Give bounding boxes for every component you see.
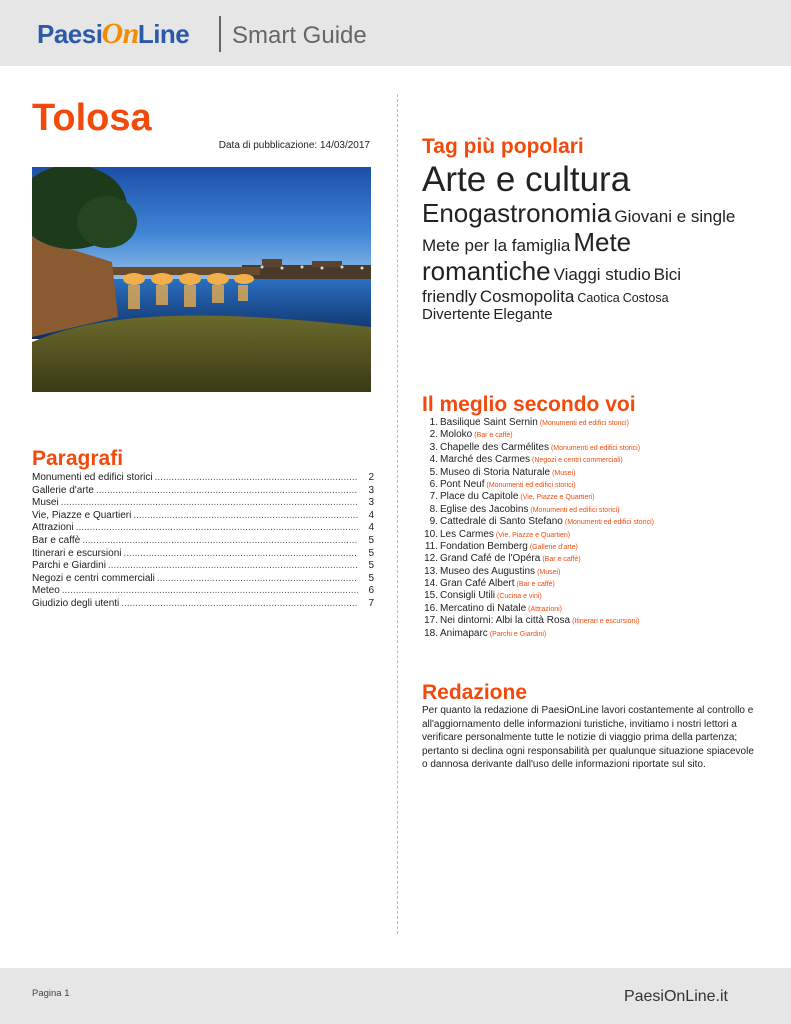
best-title: Il meglio secondo voi	[422, 393, 636, 416]
column-divider	[397, 94, 398, 934]
tag-link[interactable]: Giovani e single	[614, 207, 736, 227]
tag-link[interactable]: Enogastronomia	[422, 198, 612, 229]
best-category: (Itinerari e escursioni)	[572, 618, 640, 626]
toc-leader	[155, 472, 358, 485]
page-number: Pagina 1	[32, 988, 70, 999]
best-name: Grand Café de l'Opéra	[440, 553, 541, 565]
best-category: (Monumenti ed edifici storici)	[486, 481, 576, 489]
best-name: Cattedrale di Santo Stefano	[440, 516, 563, 528]
best-name: Place du Capitole	[440, 491, 519, 503]
toc-item[interactable]	[32, 497, 374, 510]
toc-item[interactable]	[32, 485, 374, 498]
toc-leader	[108, 560, 358, 573]
best-num: 9.	[429, 516, 438, 528]
best-item[interactable]	[422, 615, 782, 627]
paragrafi-list	[32, 472, 374, 611]
best-name: Nei dintorni: Albi la città Rosa	[440, 615, 571, 627]
redazione-text: Per quanto la redazione di PaesiOnLine lavori costantemente al controllo e all'aggiornamento delle informazioni turistiche, invitiamo i nostri lettori a verificare personalmente tutte le notizie di viaggio prima della partenza; pertanto si declina ogni responsabilità per qualunque situazione spiacevole o dannosa derivante dall'uso delle informazioni riportate sul sito.	[422, 705, 754, 770]
toc-page: 3	[368, 484, 374, 496]
best-item[interactable]	[422, 578, 782, 590]
tag-cloud	[422, 160, 767, 324]
toc-page: 5	[368, 560, 374, 572]
toc-leader	[157, 573, 358, 586]
tag-link[interactable]: Mete romantiche	[422, 227, 632, 287]
best-name: Marché des Carmes	[440, 454, 531, 466]
toc-label: Musei	[32, 497, 59, 509]
city-photo	[32, 167, 371, 392]
best-category: (Bar e caffè)	[542, 556, 581, 564]
toc-label: Vie, Piazze e Quartieri	[32, 509, 132, 521]
toc-label: Gallerie d'arte	[32, 484, 94, 496]
best-name: Animaparc	[440, 627, 488, 639]
paesionline-logo[interactable]	[37, 17, 189, 51]
best-num: 13.	[424, 565, 438, 577]
best-name: Pont Neuf	[440, 478, 485, 490]
toc-item[interactable]	[32, 573, 374, 586]
best-category: (Vie, Piazze e Quartieri)	[520, 494, 595, 502]
toc-item[interactable]	[32, 548, 374, 561]
city-title: Tolosa	[32, 97, 152, 139]
best-num: 3.	[429, 441, 438, 453]
best-category: (Cucina e vini)	[497, 593, 542, 601]
toc-label: Bar e caffè	[32, 534, 81, 546]
toc-item[interactable]	[32, 598, 374, 611]
paragrafi-title: Paragrafi	[32, 447, 124, 470]
best-item[interactable]	[422, 467, 782, 479]
toc-item[interactable]	[32, 560, 374, 573]
logo-separator	[219, 16, 221, 52]
best-num: 12.	[424, 553, 438, 565]
toc-item[interactable]	[32, 585, 374, 598]
toc-leader	[76, 522, 358, 535]
best-name: Consigli Utili	[440, 590, 496, 602]
logo-paesi: Paesi	[37, 18, 103, 49]
tag-link[interactable]: Caotica	[577, 290, 620, 305]
best-name: Eglise des Jacobins	[440, 503, 529, 515]
page-footer	[0, 968, 791, 1024]
best-num: 15.	[424, 590, 438, 602]
toc-item[interactable]	[32, 510, 374, 523]
best-category: (Bar e caffè)	[516, 581, 555, 589]
toc-leader	[61, 497, 358, 510]
city-photo-image	[32, 167, 371, 392]
best-item[interactable]	[422, 566, 782, 578]
toc-leader	[121, 598, 358, 611]
toc-leader	[82, 535, 358, 548]
tag-link[interactable]: Arte e cultura	[422, 160, 631, 199]
toc-page: 3	[368, 497, 374, 509]
logo-on: On	[101, 17, 139, 50]
best-num: 16.	[424, 602, 438, 614]
tag-link[interactable]: Cosmopolita	[479, 286, 575, 306]
best-name: Mercatino di Natale	[440, 602, 527, 614]
tag-link[interactable]: Elegante	[493, 306, 553, 324]
tag-link[interactable]: Viaggi studio	[553, 265, 651, 285]
best-num: 10.	[424, 528, 438, 540]
tag-link[interactable]: Costosa	[622, 290, 669, 305]
toc-item[interactable]	[32, 535, 374, 548]
best-num: 1.	[429, 417, 438, 428]
best-category: (Negozi e centri commerciali)	[532, 457, 623, 465]
best-num: 4.	[429, 454, 438, 466]
best-item[interactable]	[422, 516, 782, 528]
best-item[interactable]	[422, 529, 782, 541]
toc-page: 4	[368, 522, 374, 534]
toc-page: 6	[368, 585, 374, 597]
best-item[interactable]	[422, 541, 782, 553]
best-num: 2.	[429, 429, 438, 441]
toc-item[interactable]	[32, 472, 374, 485]
best-name: Gran Café Albert	[440, 578, 515, 590]
best-category: (Monumenti ed edifici storici)	[564, 519, 654, 527]
tag-link[interactable]: Bici friendly	[422, 265, 682, 306]
best-item[interactable]	[422, 454, 782, 466]
toc-leader	[62, 585, 358, 598]
best-num: 14.	[424, 578, 438, 590]
toc-page: 5	[368, 547, 374, 559]
best-item[interactable]	[422, 479, 782, 491]
best-num: 8.	[429, 503, 438, 515]
toc-page: 2	[368, 472, 374, 483]
best-name: Les Carmes	[440, 528, 494, 540]
best-name: Basilique Saint Sernin	[440, 417, 538, 428]
tags-title: Tag più popolari	[422, 135, 584, 158]
best-category: (Attrazioni)	[528, 605, 562, 613]
toc-label: Itinerari e escursioni	[32, 547, 122, 559]
tag-link[interactable]: Divertente	[422, 306, 491, 324]
toc-label: Monumenti ed edifici storici	[32, 472, 153, 483]
best-name: Chapelle des Carmélites	[440, 441, 549, 453]
best-name: Moloko	[440, 429, 473, 441]
site-link[interactable]: PaesiOnLine.it	[623, 988, 728, 1005]
best-category: (Monumenti ed edifici storici)	[539, 420, 629, 427]
toc-leader	[96, 485, 358, 498]
toc-leader	[123, 548, 358, 561]
best-item[interactable]	[422, 504, 782, 516]
toc-label: Parchi e Giardini	[32, 560, 106, 572]
best-name: Museo des Augustins	[440, 565, 536, 577]
best-name: Fondation Bemberg	[440, 540, 528, 552]
best-category: (Monumenti ed edifici storici)	[550, 444, 641, 452]
best-num: 17.	[424, 615, 438, 627]
best-category: (Bar e caffè)	[474, 432, 513, 440]
toc-page: 7	[368, 597, 374, 609]
best-num: 6.	[429, 478, 438, 490]
best-item[interactable]	[422, 442, 782, 454]
toc-label: Meteo	[32, 585, 60, 597]
page-header	[0, 0, 791, 66]
logo-line: Line	[137, 18, 190, 49]
best-item[interactable]	[422, 590, 782, 602]
toc-label: Giudizio degli utenti	[32, 597, 120, 609]
best-num: 18.	[424, 627, 438, 639]
tag-link[interactable]: Mete per la famiglia	[422, 236, 571, 256]
smart-guide-title: Smart Guide	[232, 22, 367, 49]
best-category: (Gallerie d'arte)	[529, 543, 578, 551]
best-item[interactable]	[422, 628, 782, 640]
publication-date: Data di pubblicazione: 14/03/2017	[218, 140, 370, 151]
toc-label: Attrazioni	[32, 522, 74, 534]
toc-page: 4	[368, 509, 374, 521]
toc-label: Negozi e centri commerciali	[32, 572, 155, 584]
best-item[interactable]	[422, 603, 782, 615]
best-name: Museo di Storia Naturale	[440, 466, 551, 478]
toc-page: 5	[368, 534, 374, 546]
best-num: 5.	[429, 466, 438, 478]
best-list	[422, 417, 782, 640]
toc-page: 5	[368, 572, 374, 584]
best-category: (Musei)	[552, 469, 576, 477]
best-category: (Parchi e Giardini)	[489, 630, 547, 638]
best-num: 7.	[429, 491, 438, 503]
best-item[interactable]	[422, 553, 782, 565]
toc-leader	[133, 510, 358, 523]
best-item[interactable]	[422, 491, 782, 503]
best-category: (Vie, Piazze e Quartieri)	[495, 531, 571, 539]
redazione-title: Redazione	[422, 681, 528, 704]
best-item[interactable]	[422, 429, 782, 441]
best-num: 11.	[424, 540, 438, 552]
best-item[interactable]	[422, 417, 782, 429]
toc-item[interactable]	[32, 522, 374, 535]
best-category: (Monumenti ed edifici storici)	[530, 506, 620, 514]
best-category: (Musei)	[537, 568, 561, 576]
